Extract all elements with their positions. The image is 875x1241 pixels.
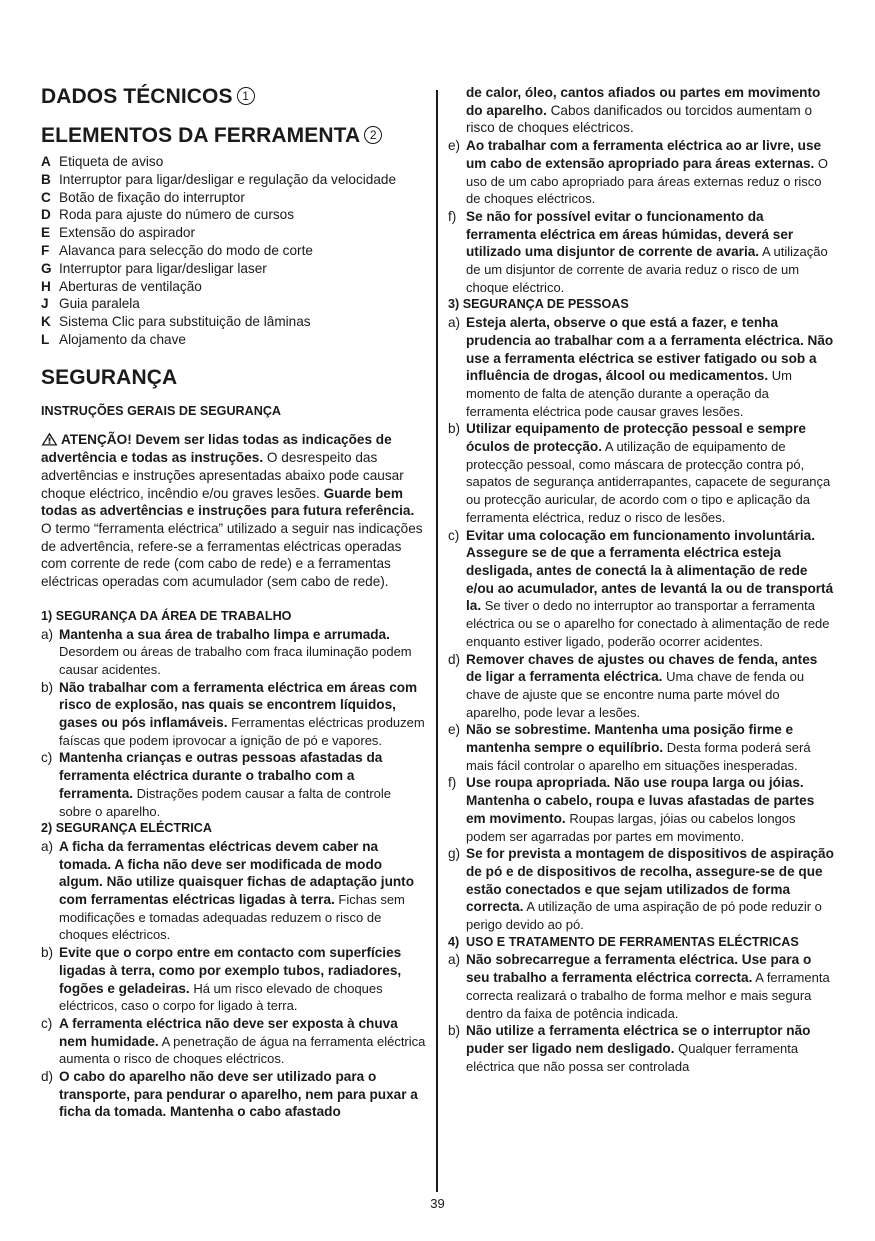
list-item: a) Esteja alerta, observe o que está a fazer, e tenha prudencia ao trabalhar com a a ferramenta eléctrica. Não use a ferramenta eléctrica se estiver fatigado ou sob a influência de drogas, álcool ou medicamentos. Um momento de falta de atenção durante a operação da ferramenta eléctrica pode causar graves lesões. bbox=[448, 315, 834, 419]
warning-paragraph: ATENÇÃO! Devem ser lidas todas as indicações de advertência e todas as instruções. O desrespeito das advertências e instruções apresentadas abaixo pode causar choque eléctrico, incêndio e/ou graves lesões. Guarde bem todas as advertências e instruções para futura referência. O termo “ferramenta eléctrica” utilizado a seguir nas indicações de advertência, refere-se a ferramentas eléctricas operadas com corrente de rede (com cabo de rede) e a ferramentas eléctricas operadas com acumulador (sem cabo de rede). bbox=[41, 432, 423, 590]
list-item: b) Utilizar equipamento de protecção pessoal e sempre óculos de protecção. A utilização de equipamento de protecção pessoal, como máscara de protecção contra pó, sapatos de segurança antiderrapantes, capacete de segurança ou protecção auricular, de acordo com o tipo e aplicação da ferramenta eléctrica, reduz o risco de lesões. bbox=[448, 421, 831, 525]
list-item: C Botão de fixação do interruptor bbox=[41, 189, 245, 205]
warning-triangle-icon bbox=[41, 432, 58, 446]
list-item: a) Não sobrecarregue a ferramenta eléctrica. Use para o seu trabalho a ferramenta eléctrica correcta. A ferramenta correcta realizará o trabalho de forma melhor e mais segura dentro da faixa de potência indicada. bbox=[448, 952, 830, 1021]
list-item: A Etiqueta de aviso bbox=[41, 154, 164, 169]
list-item: G Interruptor para ligar/desligar laser bbox=[41, 260, 267, 276]
list-item: b) Não utilize a ferramenta eléctrica se o interruptor não puder ser ligado nem desligado. Qualquer ferramenta eléctrica que não possa ser controlada bbox=[448, 1023, 811, 1074]
list-item: F Alavanca para selecção do modo de corte bbox=[41, 242, 313, 258]
list-item: c) Evitar uma colocação em funcionamento involuntária. Assegure se de que a ferramenta eléctrica esteja desligada, antes de conectá la à alimentação de rede e/ou ao acumulador, antes de levantá la ou de transportá la. Se tiver o dedo no interruptor ao transportar a ferramenta eléctrica ou se o aparelho for conectado à alimentação de rede enquanto estiver ligado, poderão ocorrer acidentes. bbox=[448, 527, 834, 649]
continued-paragraph: de calor, óleo, cantos afiados ou partes em movimento do aparelho. Cabos danificados ou torcidos aumentam o risco de choques eléctricos. bbox=[466, 85, 821, 136]
right-column bbox=[448, 84, 834, 1075]
figure-ref-1: 1 bbox=[237, 87, 255, 105]
list-item: B Interruptor para ligar/desligar e regulação da velocidade bbox=[41, 171, 397, 187]
section-tool-use: 4) USO E TRATAMENTO DE FERRAMENTAS ELÉCTRICAS bbox=[448, 934, 799, 949]
column-divider bbox=[436, 90, 438, 1192]
list-item: D Roda para ajuste do número de cursos bbox=[41, 207, 295, 223]
list-item: a) A ficha da ferramentas eléctricas devem caber na tomada. A ficha não deve ser modificada de modo algum. Não utilize quaisquer fichas de adaptação junto com ferramentas eléctricas ligadas à terra. Fichas sem modificações e tomadas adequadas reduzem o risco de choques eléctricos. bbox=[41, 838, 415, 943]
list-item: d) O cabo do aparelho não deve ser utilizado para o transporte, para pendurar o aparelho, nem para puxar a ficha da tomada. Mantenha o cabo afastado bbox=[41, 1069, 418, 1120]
list-item: a) Mantenha a sua área de trabalho limpa e arrumada. Desordem ou áreas de trabalho com fraca iluminação podem causar acidentes. bbox=[41, 626, 412, 677]
list-item: c) A ferramenta eléctrica não deve ser exposta à chuva nem humidade. A penetração de água na ferramenta eléctrica aumenta o risco de choques eléctricos. bbox=[41, 1015, 426, 1067]
general-safety-heading: INSTRUÇÕES GERAIS DE SEGURANÇA bbox=[41, 403, 282, 418]
section-work-area: 1) SEGURANÇA DA ÁREA DE TRABALHO bbox=[41, 608, 292, 623]
list-item: J Guia paralela bbox=[41, 296, 140, 312]
section-electrical: 2) SEGURANÇA ELÉCTRICA bbox=[41, 821, 212, 836]
list-item: g) Se for prevista a montagem de dispositivos de aspiração de pó e de dispositivos de recolha, assegure-se de que estão conectados e que sejam utilizados de forma correcta. A utilização de uma aspiração de pó pode reduzir o perigo devido ao pó. bbox=[448, 846, 834, 933]
list-item: L Alojamento da chave bbox=[41, 331, 186, 347]
list-item: d) Remover chaves de ajustes ou chaves de fenda, antes de ligar a ferramenta eléctrica. Uma chave de fenda ou chave de ajuste que se encontre numa parte móvel do aparelho, pode levar a lesões. bbox=[448, 651, 818, 720]
list-item: f) Se não for possível evitar o funcionamento da ferramenta eléctrica em áreas húmidas, deverá ser utilizado uma disjuntor de corrente de avaria. A utilização de um disjuntor de corrente de avaria reduz o risco de um choque eléctrico. bbox=[448, 208, 828, 295]
list-item: e) Ao trabalhar com a ferramenta eléctrica ao ar livre, use um cabo de extensão apropriado para áreas externas. O uso de um cabo apropriado para áreas externas reduz o risco de choques eléctricos. bbox=[448, 138, 829, 207]
elements-list bbox=[41, 153, 427, 349]
list-item: b) Não trabalhar com a ferramenta eléctrica em áreas com risco de explosão, nas quais se encontrem líquidos, gases ou pós inflamáveis. Ferramentas eléctricas produzem faíscas que podem iprovocar a ignição de pó e vapores. bbox=[41, 679, 425, 748]
heading-technical-data: DADOS TÉCNICOS 1 bbox=[41, 84, 427, 110]
heading-tool-elements: ELEMENTOS DA FERRAMENTA 2 bbox=[41, 123, 427, 149]
left-column bbox=[41, 84, 427, 1121]
page-number: 39 bbox=[430, 1196, 445, 1211]
section-personal-safety: 3) SEGURANÇA DE PESSOAS bbox=[448, 297, 629, 312]
figure-ref-2: 2 bbox=[364, 126, 382, 144]
list-item: f) Use roupa apropriada. Não use roupa larga ou jóias. Mantenha o cabelo, roupa e luvas afastadas de partes em movimento. Roupas largas, jóias ou cabelos longos podem ser agarradas por partes em movimento. bbox=[448, 775, 815, 844]
list-item: e) Não se sobrestime. Mantenha uma posição firme e mantenha sempre o equilíbrio. Desta forma poderá será mais fácil controlar o aparelho em situações inesperadas. bbox=[448, 722, 811, 773]
list-item: E Extensão do aspirador bbox=[41, 225, 196, 241]
list-item: c) Mantenha crianças e outras pessoas afastadas da ferramenta eléctrica durante o trabalho com a ferramenta. Distrações podem causar a falta de controle sobre o aparelho. bbox=[41, 750, 392, 819]
heading-safety: SEGURANÇA bbox=[41, 365, 178, 389]
list-item: K Sistema Clic para substituição de lâminas bbox=[41, 314, 311, 330]
list-item: H Aberturas de ventilação bbox=[41, 278, 202, 294]
list-item: b) Evite que o corpo entre em contacto com superfícies ligadas à terra, como por exemplo tubos, radiadores, fogões e geladeiras. Há um risco elevado de choques eléctricos, caso o corpo for ligado à terra. bbox=[41, 945, 402, 1014]
